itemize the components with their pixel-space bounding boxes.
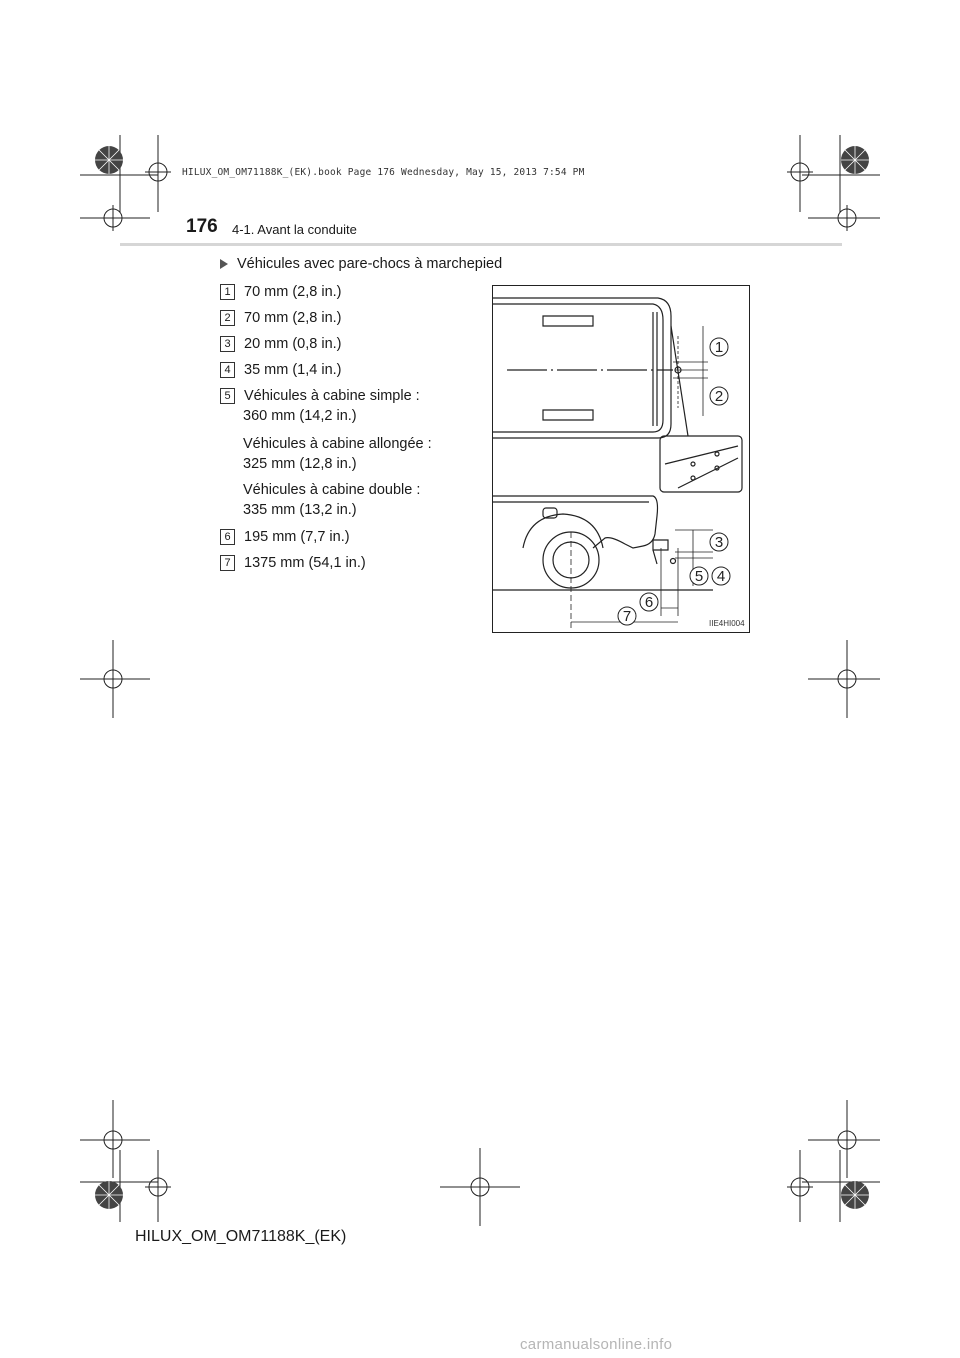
list-item-6: [220, 526, 350, 548]
watermark: carmanualsonline.info: [520, 1336, 673, 1353]
item-number: 7: [220, 555, 235, 571]
callout-4: 4: [716, 568, 726, 585]
header-rule: [120, 243, 842, 246]
item-5-line-6: 335 mm (13,2 in.): [243, 502, 357, 518]
item-number: 6: [220, 529, 235, 545]
callout-6: 6: [644, 594, 654, 611]
item-text: Véhicules à cabine simple :: [244, 388, 420, 404]
item-number: 2: [220, 310, 235, 326]
page-number: 176: [186, 216, 218, 237]
item-5-line-2: 360 mm (14,2 in.): [243, 408, 357, 424]
vehicle-diagram: [493, 286, 749, 632]
triangle-bullet-icon: [220, 259, 228, 269]
item-5-line-4: 325 mm (12,8 in.): [243, 456, 357, 472]
book-stamp: HILUX_OM_OM71188K_(EK).book Page 176 Wednesday, May 15, 2013 7:54 PM: [182, 167, 585, 178]
footer-doc-code: HILUX_OM_OM71188K_(EK): [135, 1228, 347, 1245]
callout-3: 3: [714, 534, 724, 551]
item-number: 5: [220, 388, 235, 404]
item-number: 1: [220, 284, 235, 300]
list-item-7: [220, 552, 366, 574]
item-text: 70 mm (2,8 in.): [244, 284, 342, 300]
item-number: 4: [220, 362, 235, 378]
item-5-line-5: Véhicules à cabine double :: [243, 482, 421, 498]
callout-1: 1: [714, 339, 724, 356]
list-item-2: [220, 307, 342, 329]
callout-2: 2: [714, 388, 724, 405]
towing-dimensions-figure: [492, 285, 750, 633]
subheading-text: Véhicules avec pare-chocs à marchepied: [237, 256, 503, 272]
section-title: 4-1. Avant la conduite: [232, 222, 357, 237]
callout-7: 7: [622, 608, 632, 625]
list-item-1: [220, 281, 342, 303]
item-text: 20 mm (0,8 in.): [244, 336, 342, 352]
subheading: [220, 256, 502, 272]
item-5-line-3: Véhicules à cabine allongée :: [243, 436, 432, 452]
item-text: 70 mm (2,8 in.): [244, 310, 342, 326]
list-item-5: [220, 385, 420, 407]
list-item-3: [220, 333, 342, 355]
item-number: 3: [220, 336, 235, 352]
item-text: 35 mm (1,4 in.): [244, 362, 342, 378]
list-item-4: [220, 359, 342, 381]
item-text: 195 mm (7,7 in.): [244, 529, 350, 545]
item-text: 1375 mm (54,1 in.): [244, 555, 366, 571]
figure-code: IIE4HI004: [709, 619, 745, 628]
callout-5: 5: [694, 568, 704, 585]
